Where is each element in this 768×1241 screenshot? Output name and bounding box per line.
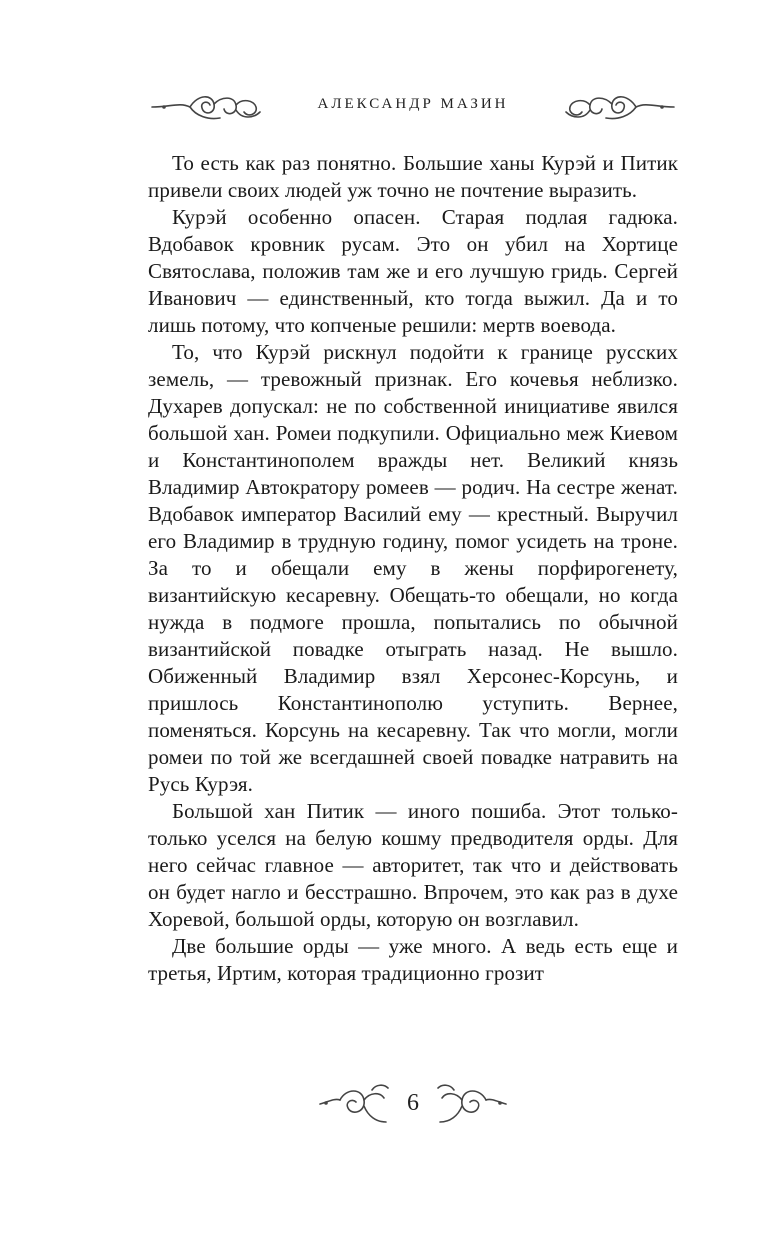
page-number: 6 [407,1090,419,1116]
flourish-ornament-right-icon [564,90,676,124]
paragraph-3: То, что Курэй рискнул подойти к границе русских земель, — тревожный признак. Его кочевья неблизко. Духарев допускал: не по собственной инициативе явился большой хан. Ромеи подкупили. Официально меж Киевом и Константинополем вражды нет. Великий князь Владимир Автократору ромеев — родич. На сестре женат. Вдобавок император Василий ему — крестный. Выручил его Владимир в трудную годину, помог усидеть на троне. За то и обещали ему в жены порфирогенету, византийскую кесаревну. Обещать-то обещали, но когда нужда в подмоге прошла, попытались по обычной византийской повадке отыграть назад. Не вышло. Обиженный Владимир взял Херсонес-Корсунь, и пришлось Константинополю уступить. Вернее, поменяться. Корсунь на кесаревну. Так что могли, могли ромеи по той же всегдашней своей повадке натравить на Русь Курэя. [148,340,678,796]
paragraph-2: Курэй особенно опасен. Старая подлая гадюка. Вдобавок кровник русам. Это он убил на Хортице Святослава, положив там же и его лучшую гридь. Сергей Иванович — единственный, кто тогда выжил. Да и то лишь потому, что копченые решили: мертв воевода. [148,205,678,337]
page-footer [318,1080,508,1130]
running-head-author: АЛЕКСАНДР МАЗИН [317,96,509,112]
page-text [148,150,678,987]
paragraph-1: То есть как раз понятно. Большие ханы Курэй и Питик привели своих людей уж точно не почтение выразить. [148,151,678,202]
flourish-ornament-left-icon [150,90,262,124]
paragraph-5: Две большие орды — уже много. А ведь есть еще и третья, Иртим, которая традиционно грозит [148,934,678,985]
vine-ornament-left-icon [318,1082,390,1126]
paragraph-4: Большой хан Питик — иного пошиба. Этот только-только уселся на белую кошму предводителя орды. Для него сейчас главное — авторитет, так что и действовать он будет нагло и бесстрашно. Впрочем, это как раз в духе Хоревой, большой орды, которую он возглавил. [148,799,678,931]
running-header [150,84,676,130]
vine-ornament-right-icon [436,1082,508,1126]
